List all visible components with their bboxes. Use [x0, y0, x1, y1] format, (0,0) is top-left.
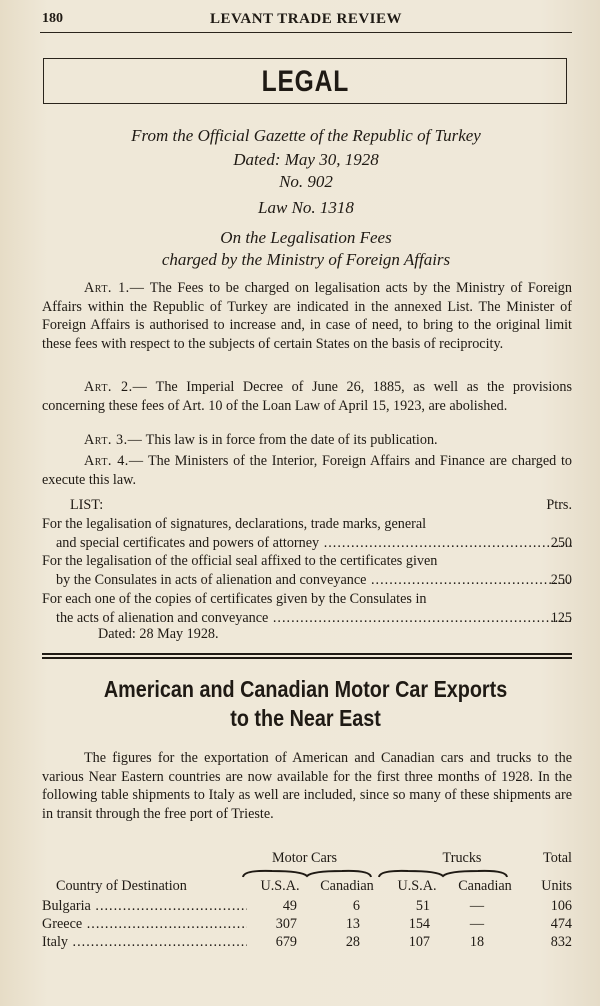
header-cars-usa: U.S.A.	[260, 878, 300, 894]
page-number: 180	[42, 11, 63, 26]
trucks-canadian-cell: 18	[469, 934, 485, 950]
fee-item-description: For each one of the copies of certificates given by the Consulates in	[42, 590, 427, 607]
article-title: American and Canadian Motor Car Exports	[104, 676, 508, 702]
table-row	[42, 916, 572, 935]
article-text: This law is in force from the date of its publication.	[145, 432, 438, 448]
trucks-canadian-cell: —	[469, 916, 485, 932]
trucks-usa-cell: 107	[408, 934, 430, 950]
header-trucks-canadian: Canadian	[458, 878, 512, 894]
header-cars-canadian: Canadian	[320, 878, 374, 894]
fee-item-description-continued: the acts of alienation and conveyance .....	[42, 609, 572, 628]
header-total: Total	[543, 850, 572, 866]
table-row	[42, 934, 572, 953]
trucks-usa-cell: 51	[415, 898, 430, 914]
trucks-canadian-cell: —	[469, 898, 485, 914]
law-number: Law No. 1318	[258, 198, 354, 217]
cars-usa-cell: 49	[282, 898, 297, 914]
article-label: Art. 4.—	[84, 453, 144, 469]
article-3	[42, 431, 572, 450]
fee-list-item	[42, 552, 572, 589]
total-cell: 106	[550, 898, 572, 914]
article-title-continued: to the Near East	[230, 705, 382, 731]
trucks-brace	[378, 868, 508, 878]
header-motor-cars: Motor Cars	[271, 850, 338, 866]
cars-canadian-cell: 28	[345, 934, 360, 950]
article-intro-text: The figures for the exportation of American and Canadian cars and trucks to the various Near Eastern countries are now available for the first three months of 1928. In the following table shipments to Italy as well are included, since so many of these shipments are in transit through the free port of Trieste.	[42, 750, 572, 823]
fee-amount: 250	[550, 534, 572, 551]
trucks-usa-cell: 154	[408, 916, 430, 932]
article-text: The Imperial Decree of June 26, 1885, as well as the provisions concerning these fees of Art. 10 of the Loan Law of April 15, 1923, are abolished.	[42, 379, 572, 414]
header-trucks: Trucks	[442, 850, 482, 866]
article-2	[42, 378, 572, 415]
article-4	[42, 452, 572, 489]
country-cell: Greece .....	[42, 916, 247, 933]
fee-item-description-continued: by the Consulates in acts of alienation and conveyance .....	[42, 571, 572, 590]
header-country: Country of Destination	[56, 878, 187, 894]
article-label: Art. 2.—	[84, 379, 148, 395]
fee-list-item	[42, 515, 572, 552]
country-cell: Bulgaria .....	[42, 898, 247, 915]
journal-title: LEVANT TRADE REVIEW	[209, 11, 403, 27]
article-label: Art. 3.—	[84, 432, 143, 448]
legal-section-heading: LEGAL	[261, 65, 349, 98]
article-label: Art. 1.—	[84, 280, 145, 296]
gazette-date: Dated: May 30, 1928	[233, 150, 379, 169]
law-dated: Dated: 28 May 1928.	[98, 626, 219, 642]
header-trucks-usa: U.S.A.	[397, 878, 437, 894]
legal-section-heading-box	[43, 58, 567, 104]
cars-canadian-cell: 13	[345, 916, 360, 932]
cars-usa-cell: 679	[275, 934, 297, 950]
article-text: The Ministers of the Interior, Foreign Affairs and Finance are charged to execute this law.	[42, 453, 572, 488]
fee-list-label: LIST:	[70, 497, 104, 513]
fee-list-header	[42, 496, 572, 515]
fee-list	[42, 496, 572, 627]
article-text: The Fees to be charged on legalisation acts by the Ministry of Foreign Affairs within the Republic of Turkey are indicated in the annexed List. The Minister of Foreign Affairs is authorised to increase and, in case of need, to bring to the original limit these fees with respect to the subjects of certain States on the basis of reciprocity.	[42, 280, 572, 353]
fee-item-description: For the legalisation of signatures, declarations, trade marks, general	[42, 516, 427, 532]
article-1	[42, 279, 572, 354]
fee-amount: 125	[550, 609, 572, 626]
total-cell: 832	[550, 934, 572, 950]
law-subject-continued: charged by the Ministry of Foreign Affairs	[161, 250, 451, 269]
gazette-number: No. 902	[279, 172, 333, 191]
fee-amount: 250	[550, 572, 572, 589]
running-head	[40, 8, 572, 33]
law-subject: On the Legalisation Fees	[220, 228, 392, 247]
fee-item-description: For the legalisation of the official seal affixed to the certificates given	[42, 553, 438, 570]
total-cell: 474	[550, 916, 572, 932]
gazette-source: From the Official Gazette of the Republic of Turkey	[131, 126, 481, 145]
motor-cars-brace	[242, 868, 372, 878]
country-cell: Italy .....	[42, 934, 247, 951]
cars-canadian-cell: 6	[352, 898, 360, 914]
fee-item-description-continued: and special certificates and powers of attorney .....	[42, 534, 572, 553]
fee-list-item	[42, 590, 572, 627]
table-row	[42, 898, 572, 917]
fee-unit-label: Ptrs.	[546, 497, 572, 513]
article-intro	[42, 749, 572, 824]
header-total-units: Units	[541, 878, 572, 894]
cars-usa-cell: 307	[275, 916, 297, 932]
section-divider	[42, 653, 572, 659]
